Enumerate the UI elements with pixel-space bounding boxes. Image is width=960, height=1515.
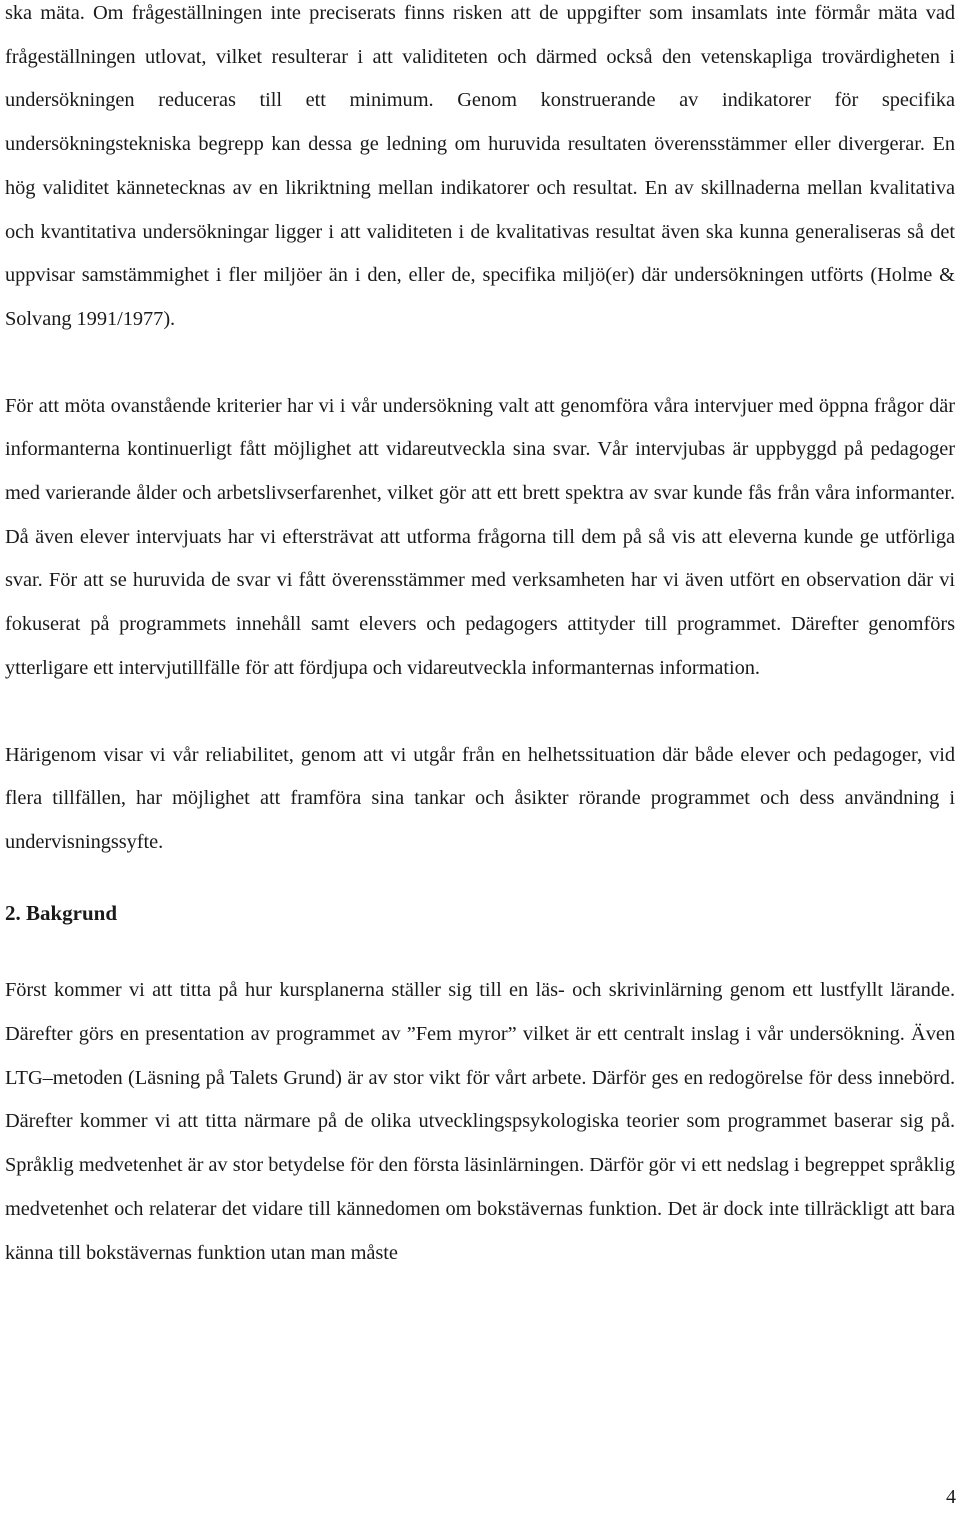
page-number: 4 bbox=[946, 1486, 956, 1508]
paragraph-interviews: För att möta ovanstående kriterier har vi i vår undersökning valt att genomföra våra intervjuer med öppna frågor där informanterna kontinuerligt fått möjlighet att vidareutveckla sina svar. Vår intervjubas är uppbyggd på pedagoger med varierande ålder och arbetslivserfarenhet, vilket gör att ett brett spektra av svar kunde fås från våra informanter. Då även elever intervjuats har vi eftersträvat att utforma frågorna till dem på så vis att eleverna kunde ge utförliga svar. För att se huruvida de svar vi fått överensstämmer med verksamheten har vi även utfört en observation där vi fokuserat på programmets innehåll samt elevers och pedagogers attityder till programmet. Därefter genomförs ytterligare ett intervjutillfälle för att fördjupa och vidareutveckla informanternas information. bbox=[5, 394, 955, 679]
paragraph-background: Först kommer vi att titta på hur kursplanerna ställer sig till en läs- och skrivinlärning genom ett lustfyllt lärande. Därefter görs en presentation av programmet av ”Fem myror” vilket är ett centralt inslag i vår undersökning. Även LTG–metoden (Läsning på Talets Grund) är av stor vikt för vårt arbete. Därför ges en redogörelse för dess innebörd. Därefter kommer vi att titta närmare på de olika utvecklingspsykologiska teorier som programmet baserar sig på. Språklig medvetenhet är av stor betydelse för den första läsinlärningen. Därför gör vi ett nedslag i begreppet språklig medvetenhet och relaterar det vidare till kännedomen om bokstävernas funktion. Det är dock inte tillräckligt att bara känna till bokstävernas funktion utan man måste bbox=[5, 979, 955, 1264]
paragraph-validity: ska mäta. Om frågeställningen inte preciserats finns risken att de uppgifter som insamlats inte förmår mäta vad frågeställningen utlovat, vilket resulterar i att validiteten och därmed också den vetenskapliga trovärdigheten i undersökningen reduceras till ett minimum. Genom konstruerande av indikatorer för specifika undersökningstekniska begrepp kan dessa ge ledning om huruvida resultaten överensstämmer eller divergerar. En hög validitet kännetecknas av en likriktning mellan indikatorer och resultat. En av skillnaderna mellan kvalitativa och kvantitativa undersökningar ligger i att validiteten i de kvalitativas resultat även ska kunna generaliseras så det uppvisar samstämmighet i fler miljöer än i den, eller de, specifika miljö(er) där undersökningen utförts (Holme & Solvang 1991/1977). bbox=[5, 2, 955, 330]
section-heading: 2. Bakgrund bbox=[5, 900, 118, 925]
document-page bbox=[5, 0, 955, 1275]
paragraph-reliability: Härigenom visar vi vår reliabilitet, genom att vi utgår från en helhetssituation där både elever och pedagoger, vid flera tillfällen, har möjlighet att framföra sina tankar och åsikter rörande programmet och dess användning i undervisningssyfte. bbox=[5, 743, 955, 853]
